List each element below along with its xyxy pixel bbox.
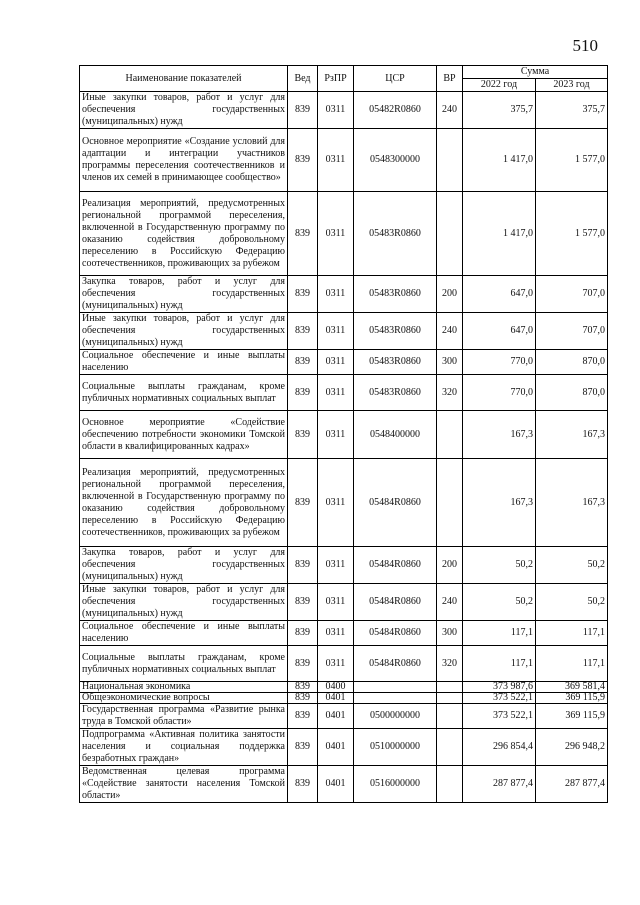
sum-2023: 117,1	[536, 646, 608, 682]
table-row	[80, 350, 608, 375]
rzpr-code: 0311	[318, 459, 354, 547]
sum-2022: 287 877,4	[463, 766, 536, 803]
sum-2022: 770,0	[463, 375, 536, 411]
sum-2022: 117,1	[463, 621, 536, 646]
sum-2022: 50,2	[463, 547, 536, 584]
ved-code: 839	[288, 682, 318, 693]
sum-2022: 373 522,1	[463, 693, 536, 704]
indicator-name: Национальная экономика	[80, 682, 288, 693]
rzpr-code: 0311	[318, 584, 354, 621]
sum-2022: 167,3	[463, 459, 536, 547]
header-csr: ЦСР	[354, 66, 437, 92]
sum-2023: 167,3	[536, 411, 608, 459]
table-row	[80, 584, 608, 621]
csr-code: 05484R0860	[354, 547, 437, 584]
csr-code: 05484R0860	[354, 621, 437, 646]
sum-2022: 1 417,0	[463, 192, 536, 276]
vr-code: 320	[437, 646, 463, 682]
table-row	[80, 646, 608, 682]
csr-code: 05484R0860	[354, 584, 437, 621]
sum-2023: 369 581,4	[536, 682, 608, 693]
indicator-name: Закупка товаров, работ и услуг для обеспечения государственных (муниципальных) нужд	[80, 276, 288, 313]
sum-2023: 870,0	[536, 375, 608, 411]
vr-code: 300	[437, 621, 463, 646]
vr-code	[437, 129, 463, 192]
ved-code: 839	[288, 375, 318, 411]
sum-2023: 296 948,2	[536, 729, 608, 766]
table-row	[80, 411, 608, 459]
ved-code: 839	[288, 350, 318, 375]
header-2022: 2022 год	[463, 79, 536, 92]
sum-2022: 117,1	[463, 646, 536, 682]
sum-2023: 369 115,9	[536, 693, 608, 704]
sum-2022: 770,0	[463, 350, 536, 375]
indicator-name: Социальные выплаты гражданам, кроме публичных нормативных социальных выплат	[80, 646, 288, 682]
rzpr-code: 0311	[318, 276, 354, 313]
indicator-name: Иные закупки товаров, работ и услуг для обеспечения государственных (муниципальных) нужд	[80, 313, 288, 350]
header-name: Наименование показателей	[80, 66, 288, 92]
table-row	[80, 129, 608, 192]
csr-code: 05483R0860	[354, 375, 437, 411]
vr-code	[437, 682, 463, 693]
ved-code: 839	[288, 584, 318, 621]
vr-code: 240	[437, 584, 463, 621]
sum-2023: 1 577,0	[536, 129, 608, 192]
sum-2023: 117,1	[536, 621, 608, 646]
sum-2023: 50,2	[536, 584, 608, 621]
sum-2023: 375,7	[536, 92, 608, 129]
header-vr: ВР	[437, 66, 463, 92]
vr-code: 240	[437, 92, 463, 129]
page-number: 510	[572, 36, 598, 55]
rzpr-code: 0401	[318, 729, 354, 766]
sum-2022: 50,2	[463, 584, 536, 621]
indicator-name: Государственная программа «Развитие рынка труда в Томской области»	[80, 704, 288, 729]
sum-2023: 287 877,4	[536, 766, 608, 803]
table-row	[80, 547, 608, 584]
indicator-name: Реализация мероприятий, предусмотренных региональной программой переселения, включенной в Государственную программу по оказанию содействия добровольному переселению в Российскую Федерацию соотечественников, проживающих за рубежом	[80, 192, 288, 276]
csr-code: 0548300000	[354, 129, 437, 192]
vr-code	[437, 704, 463, 729]
table-row	[80, 729, 608, 766]
table-row	[80, 766, 608, 803]
vr-code: 200	[437, 276, 463, 313]
table-row	[80, 621, 608, 646]
indicator-name: Ведомственная целевая программа «Содействие занятости населения Томской области»	[80, 766, 288, 803]
csr-code	[354, 693, 437, 704]
csr-code: 0510000000	[354, 729, 437, 766]
header-rzpr: РзПР	[318, 66, 354, 92]
vr-code	[437, 729, 463, 766]
vr-code	[437, 693, 463, 704]
vr-code: 300	[437, 350, 463, 375]
rzpr-code: 0401	[318, 693, 354, 704]
ved-code: 839	[288, 411, 318, 459]
rzpr-code: 0401	[318, 766, 354, 803]
csr-code: 05484R0860	[354, 646, 437, 682]
indicator-name: Реализация мероприятий, предусмотренных региональной программой переселения, включенной в Государственную программу по оказанию содействия добровольному переселению в Российскую Федерацию соотечественников, проживающих за рубежом	[80, 459, 288, 547]
table-row	[80, 192, 608, 276]
header-ved: Вед	[288, 66, 318, 92]
budget-table	[79, 65, 608, 803]
indicator-name: Закупка товаров, работ и услуг для обеспечения государственных (муниципальных) нужд	[80, 547, 288, 584]
rzpr-code: 0401	[318, 704, 354, 729]
table-row	[80, 92, 608, 129]
table-row	[80, 375, 608, 411]
sum-2023: 707,0	[536, 276, 608, 313]
sum-2022: 1 417,0	[463, 129, 536, 192]
indicator-name: Социальное обеспечение и иные выплаты населению	[80, 350, 288, 375]
header-sum: Сумма	[463, 66, 608, 79]
ved-code: 839	[288, 729, 318, 766]
csr-code: 0500000000	[354, 704, 437, 729]
ved-code: 839	[288, 92, 318, 129]
sum-2022: 647,0	[463, 313, 536, 350]
vr-code: 320	[437, 375, 463, 411]
rzpr-code: 0311	[318, 621, 354, 646]
indicator-name: Иные закупки товаров, работ и услуг для обеспечения государственных (муниципальных) нужд	[80, 92, 288, 129]
csr-code: 05483R0860	[354, 192, 437, 276]
vr-code	[437, 459, 463, 547]
csr-code: 0516000000	[354, 766, 437, 803]
indicator-name: Социальные выплаты гражданам, кроме публичных нормативных социальных выплат	[80, 375, 288, 411]
vr-code	[437, 766, 463, 803]
sum-2022: 373 522,1	[463, 704, 536, 729]
table-row	[80, 276, 608, 313]
ved-code: 839	[288, 646, 318, 682]
indicator-name: Общеэкономические вопросы	[80, 693, 288, 704]
rzpr-code: 0311	[318, 92, 354, 129]
indicator-name: Подпрограмма «Активная политика занятости населения и социальная поддержка безработных граждан»	[80, 729, 288, 766]
sum-2023: 870,0	[536, 350, 608, 375]
ved-code: 839	[288, 547, 318, 584]
rzpr-code: 0400	[318, 682, 354, 693]
ved-code: 839	[288, 704, 318, 729]
indicator-name: Социальное обеспечение и иные выплаты населению	[80, 621, 288, 646]
csr-code: 05483R0860	[354, 350, 437, 375]
rzpr-code: 0311	[318, 129, 354, 192]
sum-2023: 1 577,0	[536, 192, 608, 276]
table-row	[80, 682, 608, 693]
sum-2022: 373 987,6	[463, 682, 536, 693]
rzpr-code: 0311	[318, 547, 354, 584]
table-body	[80, 92, 608, 803]
ved-code: 839	[288, 693, 318, 704]
ved-code: 839	[288, 459, 318, 547]
sum-2023: 707,0	[536, 313, 608, 350]
csr-code: 05483R0860	[354, 276, 437, 313]
indicator-name: Иные закупки товаров, работ и услуг для обеспечения государственных (муниципальных) нужд	[80, 584, 288, 621]
csr-code: 05482R0860	[354, 92, 437, 129]
csr-code	[354, 682, 437, 693]
rzpr-code: 0311	[318, 646, 354, 682]
csr-code: 05484R0860	[354, 459, 437, 547]
ved-code: 839	[288, 766, 318, 803]
header-2023: 2023 год	[536, 79, 608, 92]
table-row	[80, 693, 608, 704]
sum-2022: 296 854,4	[463, 729, 536, 766]
vr-code: 240	[437, 313, 463, 350]
indicator-name: Основное мероприятие «Содействие обеспечению потребности экономики Томской области в квалифицированных кадрах»	[80, 411, 288, 459]
ved-code: 839	[288, 192, 318, 276]
indicator-name: Основное мероприятие «Создание условий для адаптации и интеграции участников программы переселения соотечественников и членов их семей в принимающее сообщество»	[80, 129, 288, 192]
table-row	[80, 704, 608, 729]
vr-code: 200	[437, 547, 463, 584]
rzpr-code: 0311	[318, 375, 354, 411]
vr-code	[437, 411, 463, 459]
rzpr-code: 0311	[318, 411, 354, 459]
ved-code: 839	[288, 313, 318, 350]
sum-2022: 167,3	[463, 411, 536, 459]
rzpr-code: 0311	[318, 350, 354, 375]
table-header	[80, 66, 608, 92]
table-row	[80, 459, 608, 547]
vr-code	[437, 192, 463, 276]
rzpr-code: 0311	[318, 313, 354, 350]
sum-2023: 167,3	[536, 459, 608, 547]
ved-code: 839	[288, 276, 318, 313]
sum-2022: 375,7	[463, 92, 536, 129]
rzpr-code: 0311	[318, 192, 354, 276]
sum-2022: 647,0	[463, 276, 536, 313]
sum-2023: 369 115,9	[536, 704, 608, 729]
csr-code: 0548400000	[354, 411, 437, 459]
csr-code: 05483R0860	[354, 313, 437, 350]
ved-code: 839	[288, 129, 318, 192]
sum-2023: 50,2	[536, 547, 608, 584]
table-row	[80, 313, 608, 350]
ved-code: 839	[288, 621, 318, 646]
